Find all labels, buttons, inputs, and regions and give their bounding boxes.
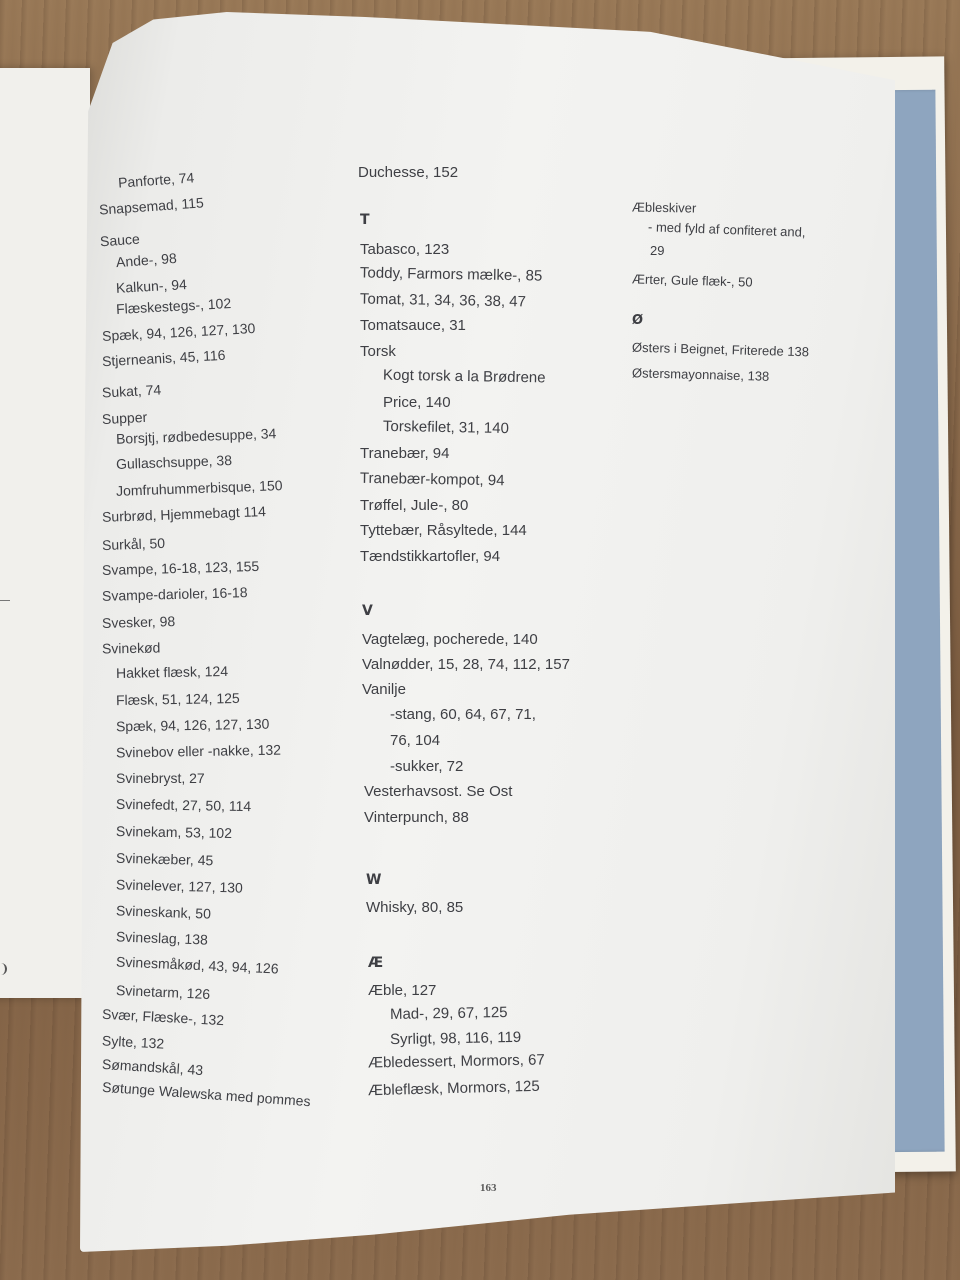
index-entry: Vinterpunch, 88: [364, 809, 469, 826]
index-entry: Svinekød: [101, 639, 161, 657]
index-entry: Sømandskål, 43: [101, 1055, 204, 1079]
index-letter-heading: Æ: [368, 955, 384, 971]
index-entry: Ande-, 98: [115, 249, 178, 271]
index-entry: Spæk, 94, 126, 127, 130: [101, 319, 256, 345]
left-page-mark: [0, 963, 7, 975]
index-entry: -stang, 60, 64, 67, 71,: [390, 706, 536, 723]
index-entry: Trøffel, Jule-, 80: [360, 497, 469, 514]
index-entry: Æbleskiver: [631, 199, 697, 216]
index-entry: 29: [650, 243, 665, 258]
index-entry: Svampe, 16-18, 123, 155: [101, 557, 260, 579]
index-entry: 76, 104: [390, 732, 441, 749]
index-entry: Tomatsauce, 31: [360, 317, 466, 334]
index-entry: Jomfruhummerbisque, 150: [115, 477, 283, 499]
index-entry: Toddy, Farmors mælke-, 85: [359, 264, 543, 285]
index-entry: Kalkun-, 94: [115, 276, 188, 296]
index-entry: - med fyld af confiteret and,: [647, 219, 806, 240]
index-entry: Svineskank, 50: [115, 902, 212, 922]
index-entry: -sukker, 72: [390, 758, 464, 775]
index-entry: Surbrød, Hjemmebagt 114: [101, 503, 267, 525]
index-entry: Tyttebær, Råsyltede, 144: [360, 522, 527, 539]
index-entry: Svampe-darioler, 16-18: [101, 584, 248, 604]
index-entry: Svinekæber, 45: [115, 849, 214, 869]
index-entry: Svinetarm, 126: [115, 981, 211, 1003]
index-entry: Tranebær-kompot, 94: [359, 469, 505, 490]
index-entry: Sauce: [99, 230, 141, 250]
index-letter-heading: V: [362, 603, 373, 619]
index-entry: Sylte, 132: [101, 1032, 165, 1052]
index-entry: Torskefilet, 31, 140: [382, 417, 510, 438]
index-letter-heading: W: [366, 872, 382, 888]
index-entry: Tomat, 31, 34, 36, 38, 47: [359, 290, 527, 311]
page-number: 163: [480, 1182, 497, 1194]
index-letter-heading: T: [360, 212, 370, 228]
index-entry: Svinesmåkød, 43, 94, 126: [115, 953, 279, 977]
index-letter-heading: Ø: [632, 313, 644, 328]
index-entry: Æbleflæsk, Mormors, 125: [367, 1077, 540, 1100]
index-entry: Panforte, 74: [117, 169, 195, 191]
index-entry: Svinefedt, 27, 50, 114: [115, 795, 252, 815]
index-entry: Søtunge Walewska med pommes: [101, 1078, 312, 1110]
index-entry: Svesker, 98: [101, 613, 176, 631]
index-entry: Østers i Beignet, Friterede 138: [631, 339, 810, 360]
left-page-edge: [0, 68, 90, 998]
index-entry: Østersmayonnaise, 138: [631, 365, 770, 384]
index-entry: Æble, 127: [368, 982, 437, 999]
index-entry: Valnødder, 15, 28, 74, 112, 157: [362, 656, 570, 673]
index-entry: Supper: [101, 408, 148, 428]
index-entry: Svinebryst, 27: [116, 770, 205, 786]
left-page-mark: [0, 600, 10, 601]
index-entry: Stjerneanis, 45, 116: [101, 346, 226, 370]
index-entry: Surkål, 50: [101, 534, 166, 554]
index-entry: Whisky, 80, 85: [366, 899, 464, 916]
index-entry: Sukat, 74: [101, 381, 162, 401]
index-entry: Tændstikkartofler, 94: [360, 548, 501, 565]
index-entry: Svinelever, 127, 130: [115, 876, 244, 896]
index-entry: Syrligt, 98, 116, 119: [389, 1028, 522, 1049]
index-entry: Svinekam, 53, 102: [115, 822, 233, 842]
index-entry: Svineslag, 138: [115, 928, 209, 948]
index-entry: Ærter, Gule flæk-, 50: [631, 271, 753, 290]
index-entry: Spæk, 94, 126, 127, 130: [115, 715, 270, 735]
index-entry: Duchesse, 152: [358, 164, 459, 181]
index-entry: Gullaschsuppe, 38: [115, 451, 233, 473]
index-entry: Vesterhavsost. Se Ost: [364, 783, 513, 800]
index-entry: Mad-, 29, 67, 125: [389, 1003, 508, 1024]
index-entry: Tranebær, 94: [360, 445, 450, 462]
index-entry: Æbledessert, Mormors, 67: [367, 1051, 545, 1072]
index-entry: Kogt torsk a la Brødrene: [382, 366, 546, 387]
index-entry: Hakket flæsk, 124: [115, 663, 229, 681]
index-entry: Borsjtj, rødbedesuppe, 34: [115, 425, 277, 447]
index-entry: Vagtelæg, pocherede, 140: [362, 631, 538, 648]
index-entry: Price, 140: [383, 394, 451, 411]
index-entry: Vanilje: [362, 681, 406, 698]
index-entry: Svinebov eller -nakke, 132: [115, 741, 282, 761]
index-entry: Svær, Flæske-, 132: [101, 1005, 225, 1029]
index-entry: Tabasco, 123: [360, 241, 450, 258]
index-entry: Flæskestegs-, 102: [115, 294, 232, 318]
index-entry: Snapsemad, 115: [98, 194, 205, 218]
index-entry: Flæsk, 51, 124, 125: [115, 689, 240, 709]
index-entry: Torsk: [360, 343, 396, 360]
